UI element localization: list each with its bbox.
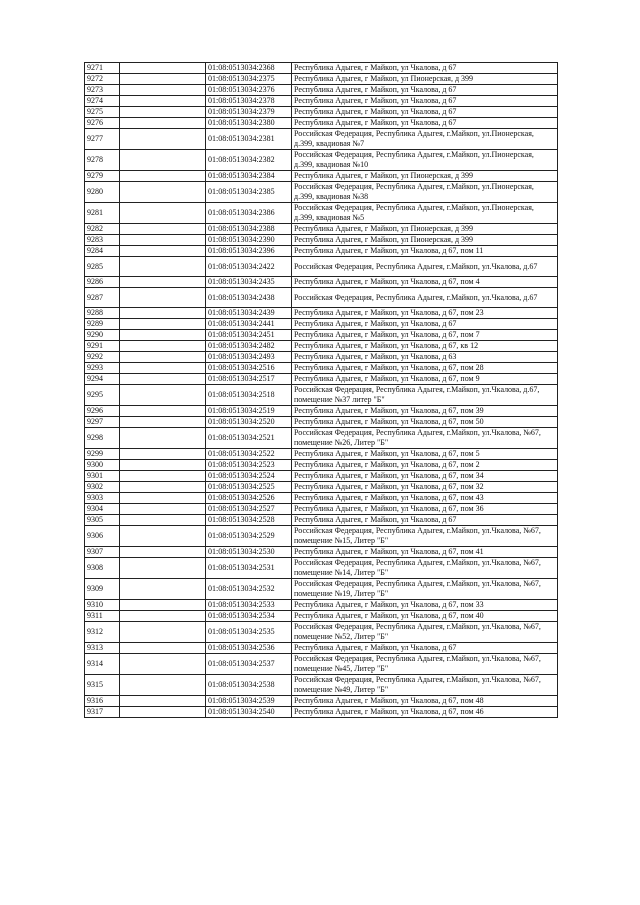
- cadastral-number-cell: 01:08:0513034:2528: [206, 515, 292, 526]
- blank-cell: [120, 330, 206, 341]
- row-number-cell: 9286: [85, 277, 120, 288]
- cadastral-number-cell: 01:08:0513034:2376: [206, 85, 292, 96]
- cadastral-number-cell: 01:08:0513034:2524: [206, 471, 292, 482]
- blank-cell: [120, 460, 206, 471]
- table-row: [85, 654, 558, 675]
- row-number-cell: 9305: [85, 515, 120, 526]
- cadastral-number-cell: 01:08:0513034:2523: [206, 460, 292, 471]
- blank-cell: [120, 558, 206, 579]
- blank-cell: [120, 547, 206, 558]
- row-number-cell: 9299: [85, 449, 120, 460]
- blank-cell: [120, 406, 206, 417]
- blank-cell: [120, 224, 206, 235]
- cadastral-number-cell: 01:08:0513034:2539: [206, 696, 292, 707]
- blank-cell: [120, 171, 206, 182]
- blank-cell: [120, 428, 206, 449]
- blank-cell: [120, 385, 206, 406]
- address-cell: Республика Адыгея, г Майкоп, ул Чкалова, д 67: [292, 118, 558, 129]
- blank-cell: [120, 707, 206, 718]
- address-cell: Республика Адыгея, г Майкоп, ул Чкалова, д 67: [292, 107, 558, 118]
- table-row: [85, 558, 558, 579]
- row-number-cell: 9317: [85, 707, 120, 718]
- address-cell: Республика Адыгея, г Майкоп, ул Чкалова, д 67: [292, 96, 558, 107]
- table-row: [85, 611, 558, 622]
- table-row: [85, 622, 558, 643]
- blank-cell: [120, 182, 206, 203]
- address-cell: Российская Федерация, Республика Адыгея, г.Майкоп, ул.Чкалова, №67, помещение №49, Литер "Б": [292, 675, 558, 696]
- row-number-cell: 9315: [85, 675, 120, 696]
- cadastral-number-cell: 01:08:0513034:2519: [206, 406, 292, 417]
- table-row: [85, 203, 558, 224]
- table-row: [85, 515, 558, 526]
- blank-cell: [120, 374, 206, 385]
- table-row: [85, 363, 558, 374]
- blank-cell: [120, 643, 206, 654]
- address-cell: Республика Адыгея, г Майкоп, ул Чкалова, д 67, пом 32: [292, 482, 558, 493]
- row-number-cell: 9301: [85, 471, 120, 482]
- cadastral-number-cell: 01:08:0513034:2533: [206, 600, 292, 611]
- table-body: [85, 63, 558, 718]
- blank-cell: [120, 579, 206, 600]
- address-cell: Российская Федерация, Республика Адыгея, г.Майкоп, ул.Чкалова, №67, помещение №45, Литер "Б": [292, 654, 558, 675]
- blank-cell: [120, 203, 206, 224]
- address-cell: Российская Федерация, Республика Адыгея, г.Майкоп, ул.Чкалова, д.67, помещение №37 литер "Б": [292, 385, 558, 406]
- cadastral-number-cell: 01:08:0513034:2482: [206, 341, 292, 352]
- table-row: [85, 182, 558, 203]
- cadastral-number-cell: 01:08:0513034:2388: [206, 224, 292, 235]
- cadastral-number-cell: 01:08:0513034:2493: [206, 352, 292, 363]
- cadastral-number-cell: 01:08:0513034:2384: [206, 171, 292, 182]
- address-cell: Российская Федерация, Республика Адыгея, г.Майкоп, ул.Чкалова, №67, помещение №26, Литер "Б": [292, 428, 558, 449]
- blank-cell: [120, 622, 206, 643]
- cadastral-number-cell: 01:08:0513034:2525: [206, 482, 292, 493]
- blank-cell: [120, 107, 206, 118]
- address-cell: Российская Федерация, Республика Адыгея, г.Майкоп, ул.Чкалова, №67, помещение №19, Литер "Б": [292, 579, 558, 600]
- cadastral-number-cell: 01:08:0513034:2529: [206, 526, 292, 547]
- blank-cell: [120, 493, 206, 504]
- row-number-cell: 9277: [85, 129, 120, 150]
- address-cell: Республика Адыгея, г Майкоп, ул Чкалова, д 67, пом 34: [292, 471, 558, 482]
- blank-cell: [120, 611, 206, 622]
- address-cell: Российская Федерация, Республика Адыгея, г.Майкоп, ул.Пионерская, д.399, квадиовая №38: [292, 182, 558, 203]
- blank-cell: [120, 515, 206, 526]
- row-number-cell: 9281: [85, 203, 120, 224]
- table-row: [85, 96, 558, 107]
- table-row: [85, 107, 558, 118]
- cadastral-number-cell: 01:08:0513034:2532: [206, 579, 292, 600]
- row-number-cell: 9312: [85, 622, 120, 643]
- cadastral-number-cell: 01:08:0513034:2381: [206, 129, 292, 150]
- address-cell: Российская Федерация, Республика Адыгея, г.Майкоп, ул.Пионерская, д.399, квадиовая №10: [292, 150, 558, 171]
- address-cell: Российская Федерация, Республика Адыгея, г.Майкоп, ул.Чкалова, №67, помещение №14, Литер "Б": [292, 558, 558, 579]
- blank-cell: [120, 319, 206, 330]
- table-row: [85, 118, 558, 129]
- address-cell: Республика Адыгея, г Майкоп, ул Чкалова, д 67: [292, 85, 558, 96]
- blank-cell: [120, 277, 206, 288]
- row-number-cell: 9284: [85, 246, 120, 257]
- address-cell: Республика Адыгея, г Майкоп, ул Чкалова, д 67, пом 50: [292, 417, 558, 428]
- address-cell: Республика Адыгея, г Майкоп, ул Пионерская, д 399: [292, 235, 558, 246]
- blank-cell: [120, 504, 206, 515]
- blank-cell: [120, 654, 206, 675]
- address-cell: Республика Адыгея, г Майкоп, ул Чкалова, д 63: [292, 352, 558, 363]
- row-number-cell: 9288: [85, 308, 120, 319]
- blank-cell: [120, 696, 206, 707]
- cadastral-number-cell: 01:08:0513034:2531: [206, 558, 292, 579]
- cadastral-number-cell: 01:08:0513034:2516: [206, 363, 292, 374]
- table-row: [85, 482, 558, 493]
- address-cell: Республика Адыгея, г Майкоп, ул Пионерская, д 399: [292, 224, 558, 235]
- table-row: [85, 224, 558, 235]
- row-number-cell: 9285: [85, 257, 120, 277]
- address-cell: Российская Федерация, Республика Адыгея, г.Майкоп, ул.Чкалова, №67, помещение №52, Литер "Б": [292, 622, 558, 643]
- row-number-cell: 9293: [85, 363, 120, 374]
- address-cell: Республика Адыгея, г Майкоп, ул Чкалова, д 67, пом 33: [292, 600, 558, 611]
- address-cell: Российская Федерация, Республика Адыгея, г.Майкоп, ул.Чкалова, д.67: [292, 257, 558, 277]
- address-cell: Республика Адыгея, г Майкоп, ул Пионерская, д 399: [292, 74, 558, 85]
- row-number-cell: 9282: [85, 224, 120, 235]
- address-cell: Республика Адыгея, г Майкоп, ул Чкалова, д 67: [292, 515, 558, 526]
- blank-cell: [120, 150, 206, 171]
- blank-cell: [120, 600, 206, 611]
- blank-cell: [120, 235, 206, 246]
- address-cell: Республика Адыгея, г Майкоп, ул Чкалова, д 67, пом 43: [292, 493, 558, 504]
- address-cell: Российская Федерация, Республика Адыгея, г.Майкоп, ул.Чкалова, д.67: [292, 288, 558, 308]
- address-cell: Республика Адыгея, г Майкоп, ул Чкалова, д 67, пом 36: [292, 504, 558, 515]
- cadastral-number-cell: 01:08:0513034:2521: [206, 428, 292, 449]
- table-row: [85, 428, 558, 449]
- blank-cell: [120, 526, 206, 547]
- row-number-cell: 9313: [85, 643, 120, 654]
- address-cell: Республика Адыгея, г Майкоп, ул Чкалова, д 67, пом 5: [292, 449, 558, 460]
- cadastral-number-cell: 01:08:0513034:2520: [206, 417, 292, 428]
- cadastral-number-cell: 01:08:0513034:2438: [206, 288, 292, 308]
- table-row: [85, 288, 558, 308]
- table-row: [85, 235, 558, 246]
- cadastral-number-cell: 01:08:0513034:2368: [206, 63, 292, 74]
- cadastral-number-cell: 01:08:0513034:2536: [206, 643, 292, 654]
- row-number-cell: 9303: [85, 493, 120, 504]
- address-cell: Республика Адыгея, г Майкоп, ул Пионерская, д 399: [292, 171, 558, 182]
- cadastral-number-cell: 01:08:0513034:2535: [206, 622, 292, 643]
- table-row: [85, 257, 558, 277]
- cadastral-number-cell: 01:08:0513034:2379: [206, 107, 292, 118]
- blank-cell: [120, 482, 206, 493]
- cadastral-number-cell: 01:08:0513034:2385: [206, 182, 292, 203]
- table-row: [85, 417, 558, 428]
- table-row: [85, 150, 558, 171]
- row-number-cell: 9306: [85, 526, 120, 547]
- cadastral-number-cell: 01:08:0513034:2540: [206, 707, 292, 718]
- table-row: [85, 600, 558, 611]
- row-number-cell: 9316: [85, 696, 120, 707]
- table-row: [85, 675, 558, 696]
- address-cell: Республика Адыгея, г Майкоп, ул Чкалова, д 67, пом 28: [292, 363, 558, 374]
- blank-cell: [120, 118, 206, 129]
- blank-cell: [120, 675, 206, 696]
- row-number-cell: 9300: [85, 460, 120, 471]
- table-row: [85, 74, 558, 85]
- table-row: [85, 330, 558, 341]
- address-cell: Российская Федерация, Республика Адыгея, г.Майкоп, ул.Пионерская, д.399, квадиовая №7: [292, 129, 558, 150]
- table-row: [85, 246, 558, 257]
- table-row: [85, 85, 558, 96]
- cadastral-number-cell: 01:08:0513034:2538: [206, 675, 292, 696]
- address-cell: Российская Федерация, Республика Адыгея, г.Майкоп, ул.Пионерская, д.399, квадиовая №5: [292, 203, 558, 224]
- address-cell: Республика Адыгея, г Майкоп, ул Чкалова, д 67, пом 39: [292, 406, 558, 417]
- table-row: [85, 547, 558, 558]
- table-row: [85, 696, 558, 707]
- blank-cell: [120, 96, 206, 107]
- address-cell: Республика Адыгея, г Майкоп, ул Чкалова, д 67, пом 40: [292, 611, 558, 622]
- cadastral-number-cell: 01:08:0513034:2422: [206, 257, 292, 277]
- blank-cell: [120, 85, 206, 96]
- blank-cell: [120, 341, 206, 352]
- row-number-cell: 9304: [85, 504, 120, 515]
- cadastral-number-cell: 01:08:0513034:2396: [206, 246, 292, 257]
- row-number-cell: 9278: [85, 150, 120, 171]
- address-cell: Республика Адыгея, г Майкоп, ул Чкалова, д 67, пом 9: [292, 374, 558, 385]
- address-cell: Республика Адыгея, г Майкоп, ул Чкалова, д 67, пом 4: [292, 277, 558, 288]
- row-number-cell: 9298: [85, 428, 120, 449]
- blank-cell: [120, 449, 206, 460]
- blank-cell: [120, 308, 206, 319]
- row-number-cell: 9271: [85, 63, 120, 74]
- row-number-cell: 9272: [85, 74, 120, 85]
- cadastral-number-cell: 01:08:0513034:2435: [206, 277, 292, 288]
- blank-cell: [120, 352, 206, 363]
- cadastral-number-cell: 01:08:0513034:2390: [206, 235, 292, 246]
- address-cell: Республика Адыгея, г Майкоп, ул Чкалова, д 67, пом 46: [292, 707, 558, 718]
- row-number-cell: 9273: [85, 85, 120, 96]
- blank-cell: [120, 363, 206, 374]
- row-number-cell: 9280: [85, 182, 120, 203]
- cadastral-number-cell: 01:08:0513034:2439: [206, 308, 292, 319]
- cadastral-number-cell: 01:08:0513034:2526: [206, 493, 292, 504]
- address-cell: Республика Адыгея, г Майкоп, ул Чкалова, д 67: [292, 319, 558, 330]
- table-row: [85, 504, 558, 515]
- table-row: [85, 493, 558, 504]
- table-row: [85, 579, 558, 600]
- cadastral-number-cell: 01:08:0513034:2375: [206, 74, 292, 85]
- row-number-cell: 9307: [85, 547, 120, 558]
- cadastral-number-cell: 01:08:0513034:2380: [206, 118, 292, 129]
- row-number-cell: 9308: [85, 558, 120, 579]
- row-number-cell: 9296: [85, 406, 120, 417]
- blank-cell: [120, 63, 206, 74]
- cadastral-number-cell: 01:08:0513034:2441: [206, 319, 292, 330]
- address-cell: Российская Федерация, Республика Адыгея, г.Майкоп, ул.Чкалова, №67, помещение №15, Литер "Б": [292, 526, 558, 547]
- table-row: [85, 707, 558, 718]
- row-number-cell: 9287: [85, 288, 120, 308]
- table-row: [85, 352, 558, 363]
- cadastral-number-cell: 01:08:0513034:2522: [206, 449, 292, 460]
- row-number-cell: 9290: [85, 330, 120, 341]
- cadastral-number-cell: 01:08:0513034:2382: [206, 150, 292, 171]
- table-row: [85, 526, 558, 547]
- row-number-cell: 9279: [85, 171, 120, 182]
- table-row: [85, 374, 558, 385]
- address-cell: Республика Адыгея, г Майкоп, ул Чкалова, д 67, пом 48: [292, 696, 558, 707]
- row-number-cell: 9276: [85, 118, 120, 129]
- row-number-cell: 9283: [85, 235, 120, 246]
- row-number-cell: 9275: [85, 107, 120, 118]
- blank-cell: [120, 288, 206, 308]
- blank-cell: [120, 246, 206, 257]
- blank-cell: [120, 129, 206, 150]
- blank-cell: [120, 74, 206, 85]
- table-row: [85, 319, 558, 330]
- row-number-cell: 9310: [85, 600, 120, 611]
- cadastral-number-cell: 01:08:0513034:2517: [206, 374, 292, 385]
- row-number-cell: 9295: [85, 385, 120, 406]
- row-number-cell: 9314: [85, 654, 120, 675]
- table-row: [85, 308, 558, 319]
- address-cell: Республика Адыгея, г Майкоп, ул Чкалова, д 67, пом 23: [292, 308, 558, 319]
- address-cell: Республика Адыгея, г Майкоп, ул Чкалова, д 67, кв 12: [292, 341, 558, 352]
- cadastral-number-cell: 01:08:0513034:2527: [206, 504, 292, 515]
- address-cell: Республика Адыгея, г Майкоп, ул Чкалова, д 67, пом 41: [292, 547, 558, 558]
- row-number-cell: 9311: [85, 611, 120, 622]
- table-row: [85, 277, 558, 288]
- cadastral-register-table: [84, 62, 558, 718]
- row-number-cell: 9294: [85, 374, 120, 385]
- address-cell: Республика Адыгея, г Майкоп, ул Чкалова, д 67, пом 7: [292, 330, 558, 341]
- cadastral-number-cell: 01:08:0513034:2451: [206, 330, 292, 341]
- cadastral-number-cell: 01:08:0513034:2537: [206, 654, 292, 675]
- blank-cell: [120, 471, 206, 482]
- blank-cell: [120, 417, 206, 428]
- table-row: [85, 471, 558, 482]
- cadastral-number-cell: 01:08:0513034:2534: [206, 611, 292, 622]
- table-row: [85, 341, 558, 352]
- cadastral-number-cell: 01:08:0513034:2530: [206, 547, 292, 558]
- table-row: [85, 129, 558, 150]
- row-number-cell: 9292: [85, 352, 120, 363]
- cadastral-number-cell: 01:08:0513034:2386: [206, 203, 292, 224]
- table-row: [85, 406, 558, 417]
- row-number-cell: 9291: [85, 341, 120, 352]
- blank-cell: [120, 257, 206, 277]
- row-number-cell: 9297: [85, 417, 120, 428]
- table-row: [85, 460, 558, 471]
- row-number-cell: 9309: [85, 579, 120, 600]
- cadastral-number-cell: 01:08:0513034:2378: [206, 96, 292, 107]
- address-cell: Республика Адыгея, г Майкоп, ул Чкалова, д 67: [292, 63, 558, 74]
- table-row: [85, 643, 558, 654]
- row-number-cell: 9274: [85, 96, 120, 107]
- address-cell: Республика Адыгея, г Майкоп, ул Чкалова, д 67, пом 2: [292, 460, 558, 471]
- row-number-cell: 9302: [85, 482, 120, 493]
- address-cell: Республика Адыгея, г Майкоп, ул Чкалова, д 67, пом 11: [292, 246, 558, 257]
- row-number-cell: 9289: [85, 319, 120, 330]
- table-row: [85, 449, 558, 460]
- address-cell: Республика Адыгея, г Майкоп, ул Чкалова, д 67: [292, 643, 558, 654]
- cadastral-number-cell: 01:08:0513034:2518: [206, 385, 292, 406]
- table-row: [85, 63, 558, 74]
- table-row: [85, 385, 558, 406]
- table-row: [85, 171, 558, 182]
